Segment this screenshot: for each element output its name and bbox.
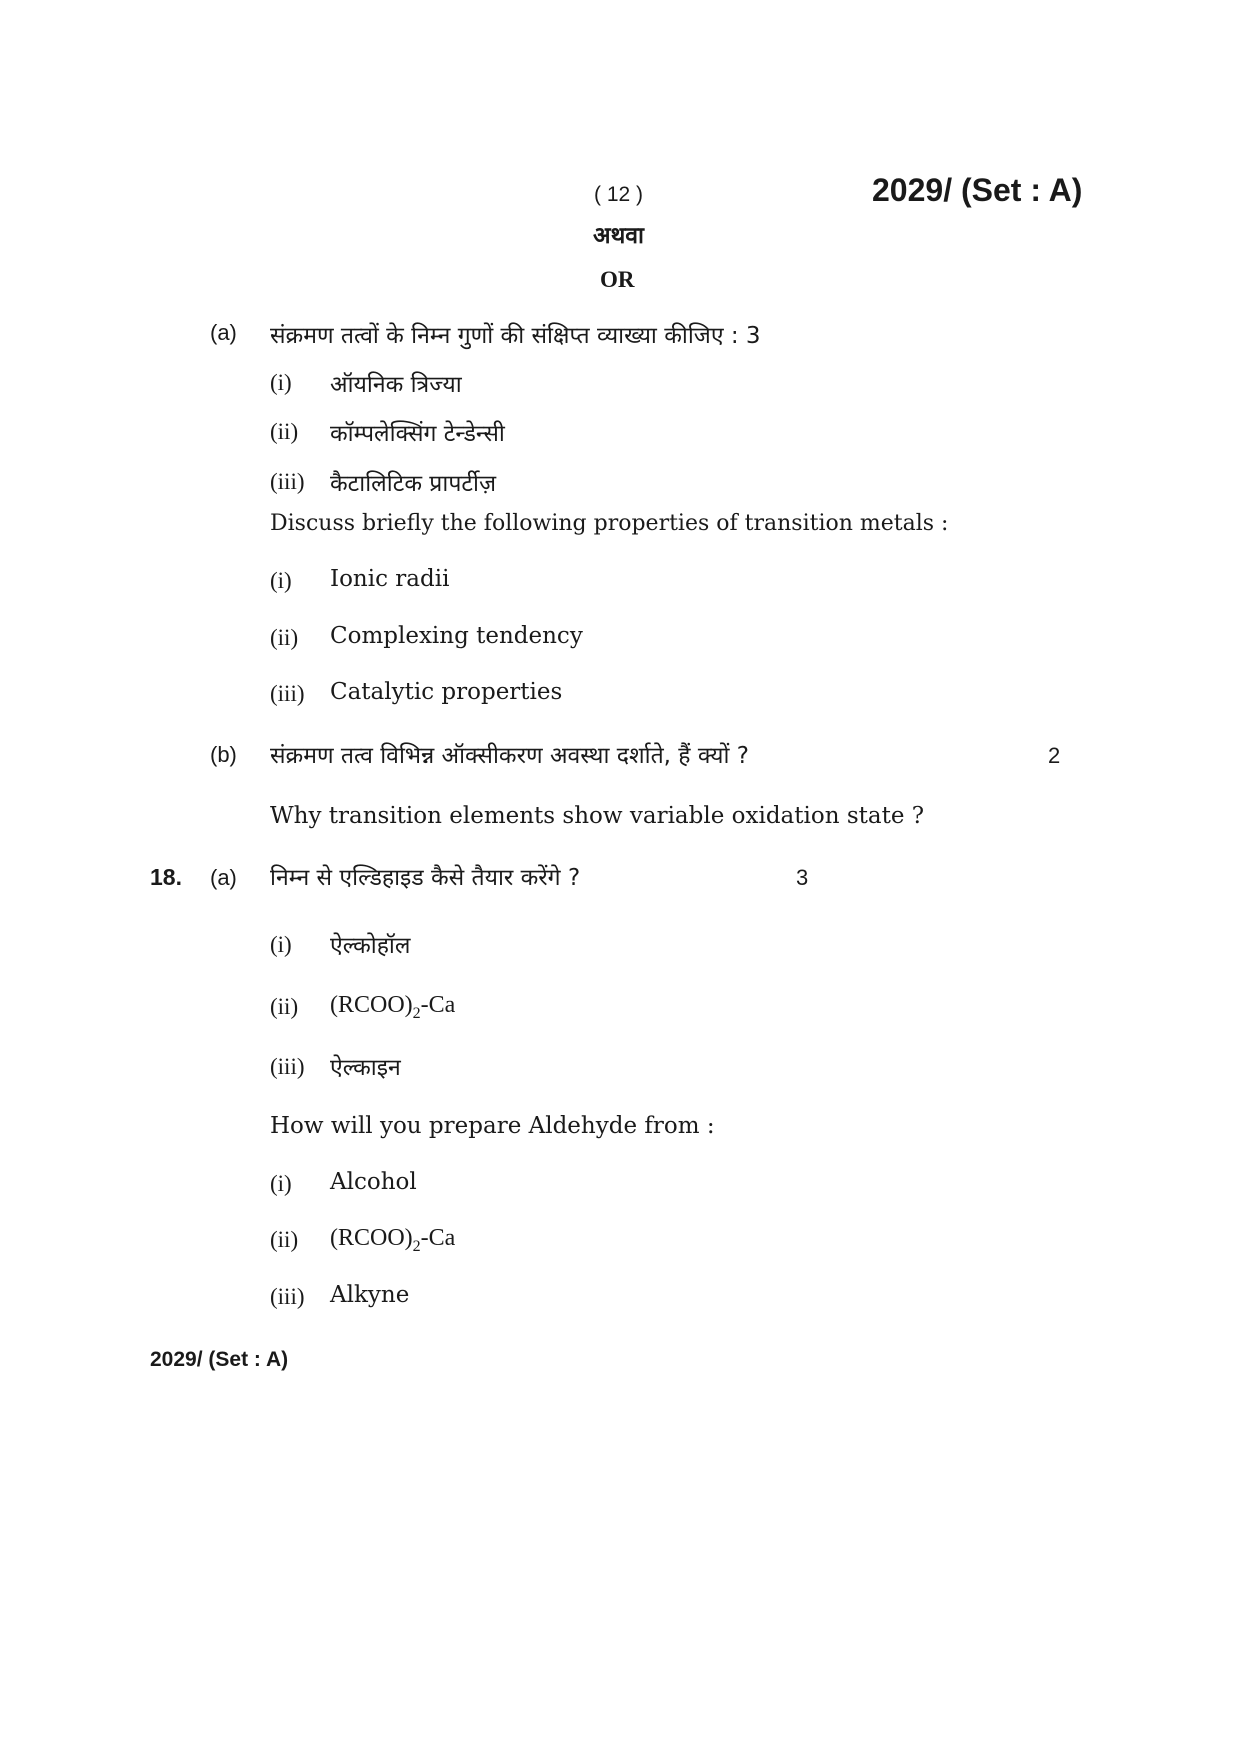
english-item-label: (ii) bbox=[270, 625, 299, 650]
english-item-label: (iii) bbox=[270, 1284, 305, 1309]
formula: $(RCOO)_2-Ca$ bbox=[330, 1225, 456, 1255]
or-hindi: अथवा bbox=[593, 223, 645, 249]
hindi-item-text: ऐल्कोहॉल bbox=[330, 933, 411, 959]
hindi-item-label: (i) bbox=[270, 932, 292, 957]
english-item-text: Complexing tendency bbox=[330, 623, 583, 649]
hindi-item-text: ऐल्काइन bbox=[330, 1055, 401, 1081]
q18-marks: 3 bbox=[796, 865, 809, 890]
part-a-label: (a) bbox=[210, 320, 237, 345]
english-item-text: Ionic radii bbox=[330, 566, 450, 592]
paper-code-header: 2029/ (Set : A) bbox=[872, 172, 1083, 208]
hindi-item-label: (ii) bbox=[270, 419, 299, 444]
formula: $(RCOO)_2-Ca$ bbox=[330, 992, 456, 1022]
hindi-item-text: कॉम्पलेक्सिंग टेन्डेन्सी bbox=[330, 421, 505, 447]
question-number: 18. bbox=[150, 864, 182, 890]
english-item-text: Catalytic properties bbox=[330, 679, 563, 705]
english-item-text: Alkyne bbox=[330, 1282, 410, 1308]
hindi-item-text: ऑयनिक त्रिज्या bbox=[330, 372, 462, 398]
english-item-label: (ii) bbox=[270, 1227, 299, 1252]
q18-part-label: (a) bbox=[210, 865, 237, 890]
part-a-english-question: Discuss briefly the following properties of transition metals : bbox=[270, 511, 949, 536]
part-b-marks: 2 bbox=[1048, 743, 1061, 768]
q18-hindi-question: निम्न से एल्डिहाइड कैसे तैयार करेंगे ? bbox=[270, 865, 581, 891]
english-item-label: (i) bbox=[270, 1171, 292, 1196]
q18-english-question: How will you prepare Aldehyde from : bbox=[270, 1113, 715, 1139]
english-item-text: Alcohol bbox=[330, 1169, 417, 1195]
hindi-item-label: (ii) bbox=[270, 994, 299, 1019]
english-item-label: (i) bbox=[270, 568, 292, 593]
hindi-item-label: (iii) bbox=[270, 1054, 305, 1079]
part-b-english-question: Why transition elements show variable oxidation state ? bbox=[270, 803, 925, 829]
part-a-hindi-question: संक्रमण तत्वों के निम्न गुणों की संक्षिप्त व्याख्या कीजिए : 3 bbox=[270, 323, 761, 349]
paper-code-footer: 2029/ (Set : A) bbox=[150, 1348, 289, 1371]
hindi-item-label: (iii) bbox=[270, 469, 305, 494]
hindi-item-label: (i) bbox=[270, 370, 292, 395]
part-b-label: (b) bbox=[210, 742, 237, 767]
part-b-hindi-question: संक्रमण तत्व विभिन्न ऑक्सीकरण अवस्था दर्शाते, हैं क्यों ? bbox=[270, 743, 749, 769]
or-english: OR bbox=[600, 267, 635, 292]
hindi-item-text: कैटालिटिक प्रापर्टीज़ bbox=[330, 471, 497, 497]
english-item-label: (iii) bbox=[270, 681, 305, 706]
page-number: ( 12 ) bbox=[594, 183, 644, 206]
